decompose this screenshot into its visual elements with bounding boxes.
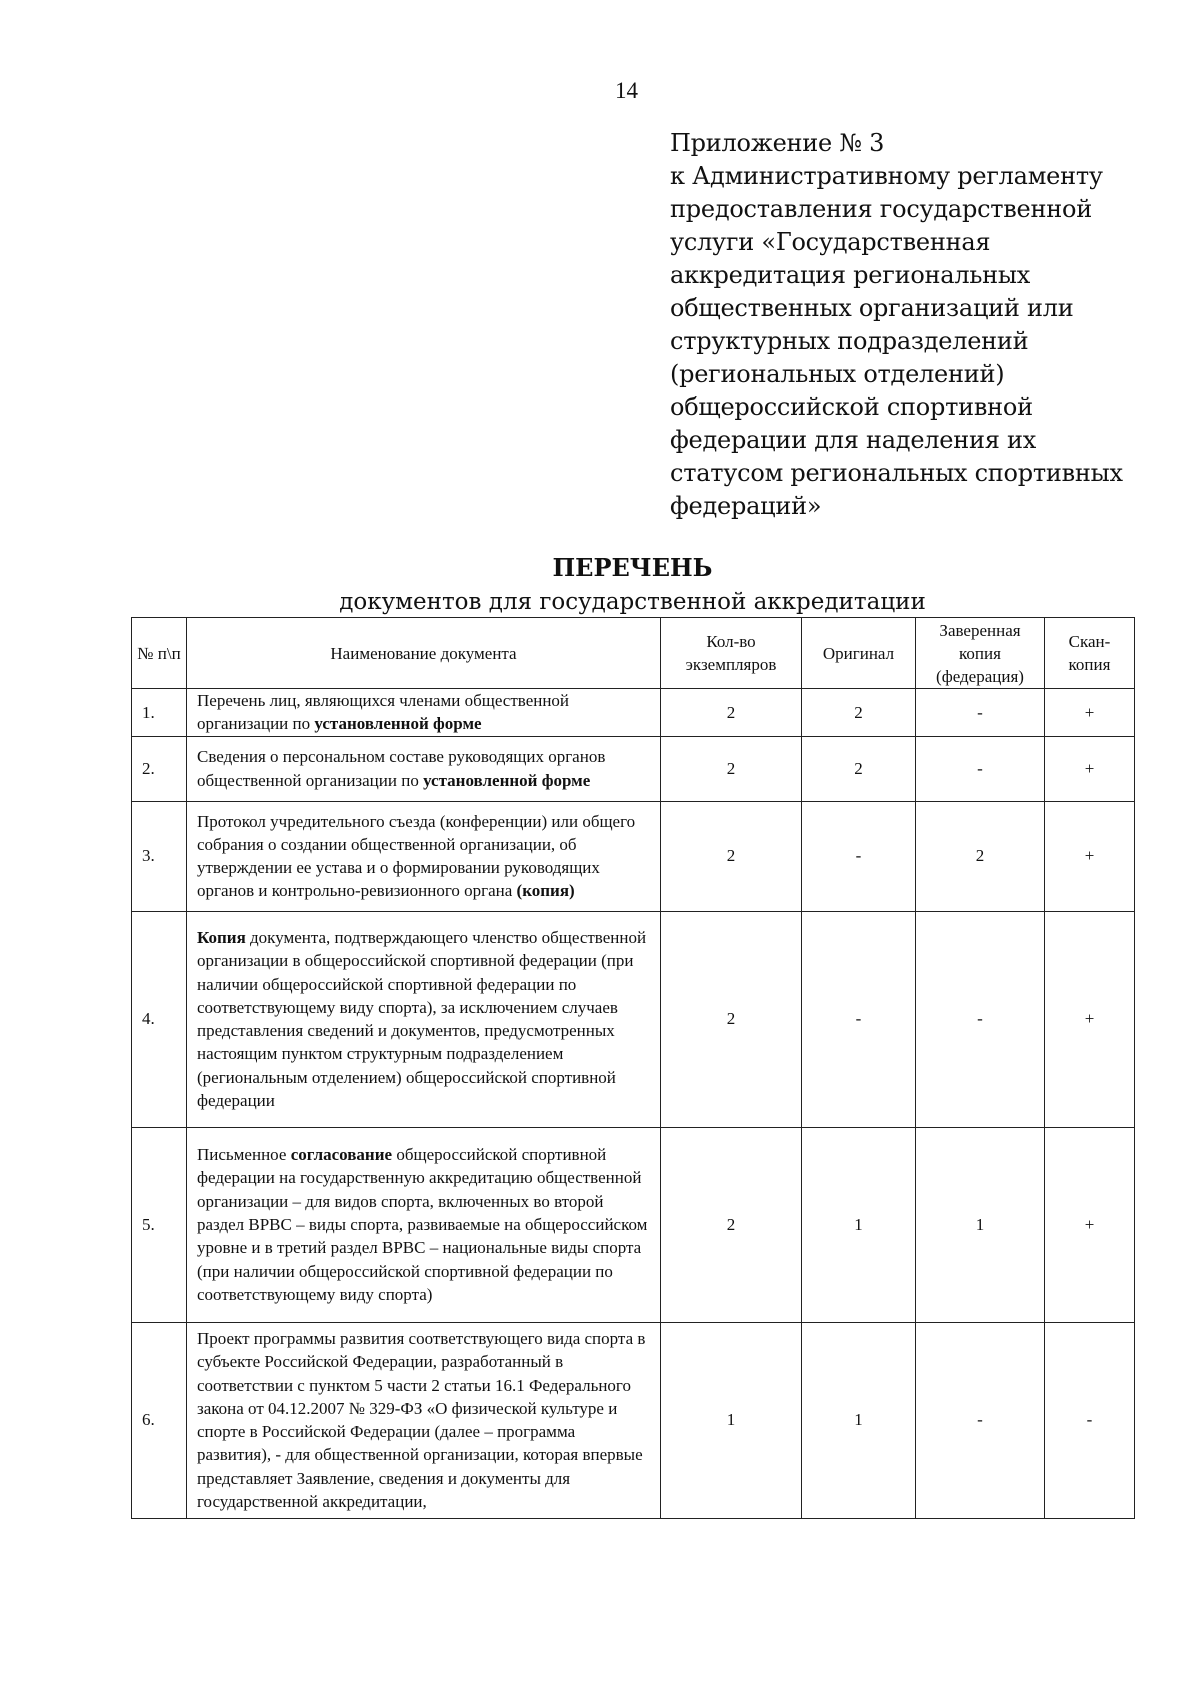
table-row (132, 911, 1135, 1127)
appendix-line: к Административному регламенту (670, 162, 1103, 190)
appendix-line: статусом региональных спортивных (670, 459, 1123, 487)
table-row (132, 1322, 1135, 1518)
appendix-line: (региональных отделений) (670, 360, 1005, 388)
original-value: 2 (802, 689, 916, 737)
scan-copy-value: + (1045, 736, 1135, 801)
appendix-line: предоставления государственной (670, 195, 1092, 223)
header-name: Наименование документа (187, 618, 661, 689)
document-name-text: Сведения о персональном составе руководящих органов общественной организации по (197, 747, 606, 790)
document-name-text: Письменное (197, 1145, 291, 1165)
original-value: - (802, 911, 916, 1127)
original-value: 1 (802, 1322, 916, 1518)
page-number: 14 (615, 78, 638, 103)
appendix-line: структурных подразделений (670, 327, 1029, 355)
row-number: 5. (132, 1127, 187, 1322)
document-name (187, 736, 661, 801)
header-scan-copy: Скан-копия (1045, 618, 1135, 689)
header-count: Кол-во экземпляров (661, 618, 802, 689)
document-name (187, 1127, 661, 1322)
copies-count: 2 (661, 736, 802, 801)
appendix-line: услуги «Государственная (670, 228, 991, 256)
appendix-line: аккредитация региональных (670, 261, 1031, 289)
row-number: 6. (132, 1322, 187, 1518)
certified-copy-value: - (916, 689, 1045, 737)
appendix-line: общественных организаций или (670, 294, 1074, 322)
document-name (187, 689, 661, 737)
certified-copy-value: 2 (916, 801, 1045, 911)
table-row (132, 1127, 1135, 1322)
copies-count: 1 (661, 1322, 802, 1518)
document-name-emphasis: установленной форме (314, 714, 482, 734)
appendix-line: федерации для наделения их (670, 426, 1037, 454)
document-title: ПЕРЕЧЕНЬ (552, 553, 713, 582)
appendix-line: общероссийской спортивной (670, 393, 1033, 421)
document-name-emphasis: Копия (197, 927, 246, 947)
row-number: 3. (132, 801, 187, 911)
document-name-emphasis: (копия) (516, 881, 575, 901)
scan-copy-value: - (1045, 1322, 1135, 1518)
document-name (187, 801, 661, 911)
copies-count: 2 (661, 1127, 802, 1322)
document-name-text: Перечень лиц, являющихся членами общественной организации по (197, 691, 570, 734)
row-number: 2. (132, 736, 187, 801)
header-certified-copy: Заверенная копия (федерация) (916, 618, 1045, 689)
document-name (187, 911, 661, 1127)
document-subtitle: документов для государственной аккредитации (339, 589, 926, 615)
scan-copy-value: + (1045, 1127, 1135, 1322)
copies-count: 2 (661, 689, 802, 737)
certified-copy-value: - (916, 911, 1045, 1127)
row-number: 4. (132, 911, 187, 1127)
document-name-emphasis: установленной форме (423, 770, 591, 790)
table-row (132, 736, 1135, 801)
scan-copy-value: + (1045, 689, 1135, 737)
certified-copy-value: - (916, 1322, 1045, 1518)
documents-table (131, 617, 1135, 1519)
document-name-text: Протокол учредительного съезда (конференции) или общего собрания о создании общественной организации, об утверждении ее устава и о формировании руководящих органов и контрольно-ревизионного органа (197, 811, 636, 901)
scan-copy-value: + (1045, 801, 1135, 911)
document-name (187, 1322, 661, 1518)
row-number: 1. (132, 689, 187, 737)
copies-count: 2 (661, 911, 802, 1127)
original-value: 2 (802, 736, 916, 801)
header-num: № п\п (132, 618, 187, 689)
scan-copy-value: + (1045, 911, 1135, 1127)
certified-copy-value: 1 (916, 1127, 1045, 1322)
header-original: Оригинал (802, 618, 916, 689)
copies-count: 2 (661, 801, 802, 911)
table-row (132, 689, 1135, 737)
appendix-heading (670, 127, 1170, 523)
appendix-line: Приложение № 3 (670, 129, 885, 157)
original-value: 1 (802, 1127, 916, 1322)
original-value: - (802, 801, 916, 911)
table-header-row (132, 618, 1135, 689)
document-name-text: общероссийской спортивной федерации на государственную аккредитацию общественной организации – для видов спорта, включенных во второй раздел ВРВС – виды спорта, развиваемые на общероссийском уровне и в третий раздел ВРВС – национальные виды спорта (при наличии общероссийской спортивной федерации по соответствующему виду спорта) (197, 1145, 648, 1304)
document-name-text: документа, подтверждающего членство общественной организации в общероссийской спортивной федерации (при наличии общероссийской спортивной федерации по соответствующему виду спорта), за исключением случаев представления сведений и документов, предусмотренных настоящим пунктом структурным подразделением (региональным отделением) общероссийской спортивной федерации (197, 927, 647, 1110)
document-name-text: Проект программы развития соответствующего вида спорта в субъекте Российской Федерации, разработанный в соответствии с пунктом 5 части 2 статьи 16.1 Федерального закона от 04.12.2007 № 329-ФЗ «О физической культуре и спорте в Российской Федерации (далее – программа развития), - для общественной организации, которая впервые представляет Заявление, сведения и документы для государственной аккредитации, (197, 1328, 646, 1511)
certified-copy-value: - (916, 736, 1045, 801)
table-row (132, 801, 1135, 911)
table-body (132, 689, 1135, 1519)
document-name-emphasis: согласование (290, 1145, 393, 1165)
appendix-line: федераций» (670, 492, 822, 520)
